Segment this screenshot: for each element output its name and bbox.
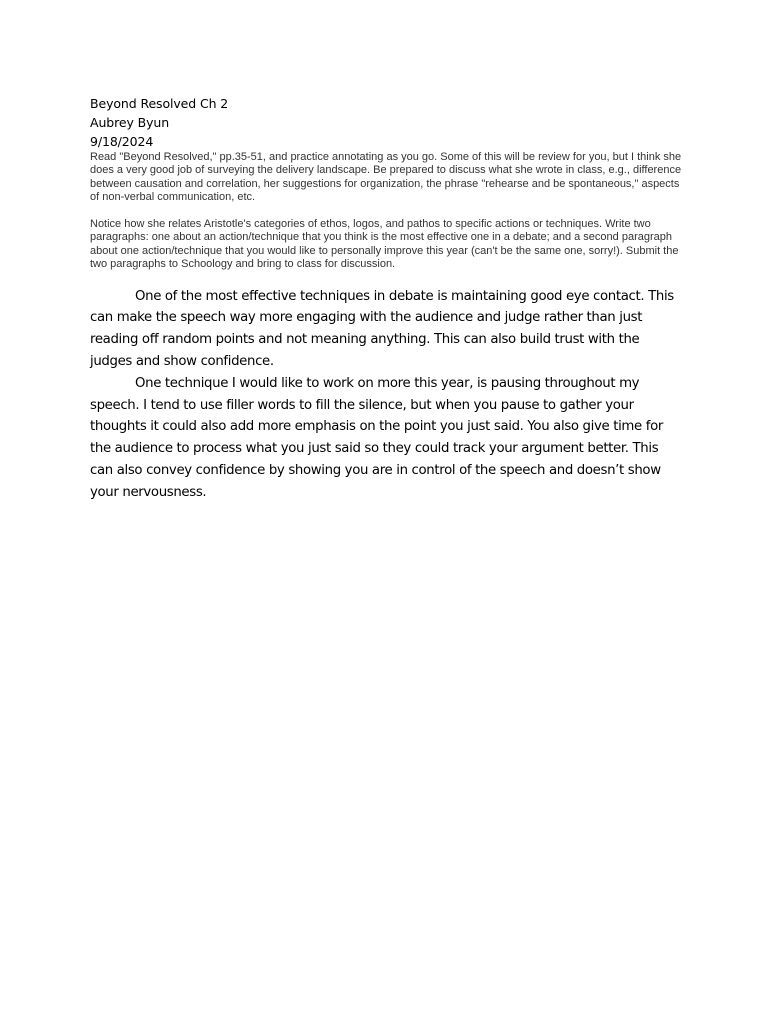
instruction-paragraph: Notice how she relates Aristotle's categories of ethos, logos, and pathos to specific actions or techniques. Write two paragraphs: one about an action/technique that you think is the most effective one in a debate; and a second paragraph about one action/technique that you would like to personally improve this year (can't be the same one, sorry!). Submit the two paragraphs to Schoology and bring to class for discussion. (90, 218, 679, 271)
instruction-paragraph: Read "Beyond Resolved," pp.35-51, and practice annotating as you go. Some of this will be review for you, but I think she does a very good job of surveying the delivery landscape. Be prepared to discuss what she wrote in class, e.g., difference between causation and correlation, her suggestions for organization, the phrase "rehearse and be spontaneous," aspects of non-verbal communication, etc. (90, 151, 682, 204)
document-body (90, 94, 682, 504)
essay-response (90, 286, 682, 504)
essay-paragraph: One technique I would like to work on more this year, is pausing throughout my speech. I tend to use filler words to fill the silence, but when you pause to gather your thoughts it could also add more emphasis on the point you just said. You also give time for the audience to process what you just said so they could track your argument better. This can also convey confidence by showing you are in control of the speech and doesn’t show your nervousness. (90, 375, 663, 500)
assignment-instructions (90, 151, 682, 272)
essay-paragraph: One of the most effective techniques in debate is maintaining good eye contact. This can make the speech way more engaging with the audience and judge rather than just reading off random points and not meaning anything. This can also build trust with the judges and show confidence. (90, 288, 674, 370)
author-name: Aubrey Byun (90, 115, 170, 130)
document-date: 9/18/2024 (90, 134, 154, 149)
document-title: Beyond Resolved Ch 2 (90, 96, 229, 111)
